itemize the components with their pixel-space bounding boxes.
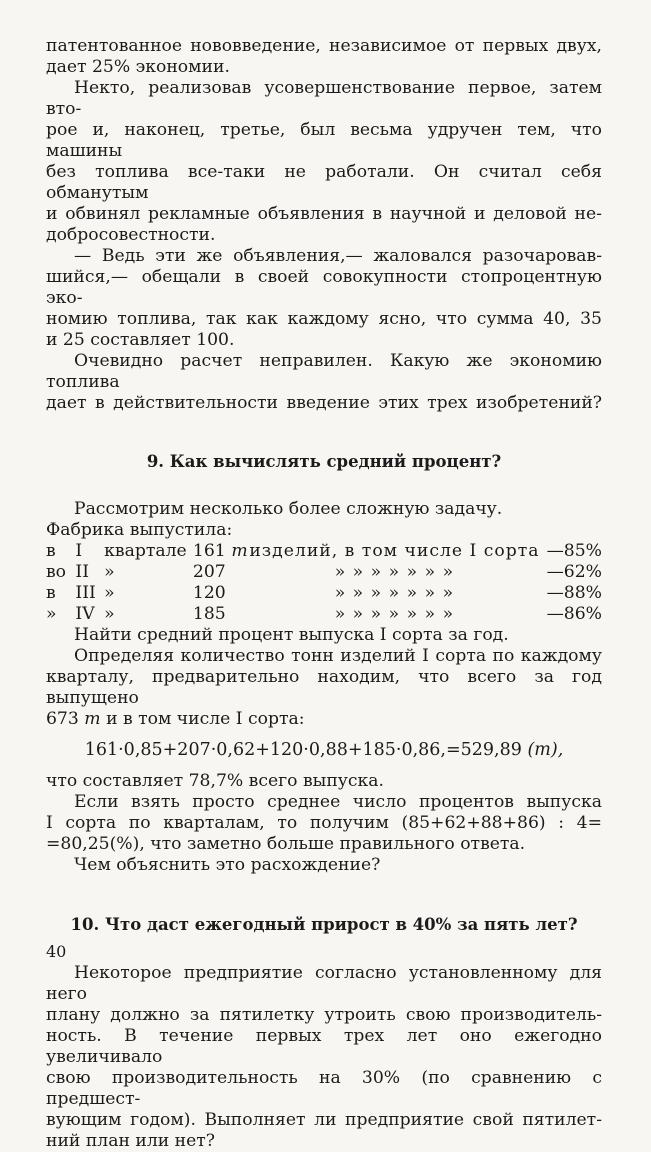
text-line: кварталу, предварительно находим, что всего за год выпущено xyxy=(46,667,602,708)
table-cell-prep: во xyxy=(46,562,67,582)
text-line: ность. В течение первых трех лет оно ежегодно увеличивало xyxy=(46,1026,602,1067)
table-cell-word: » xyxy=(104,562,115,582)
text-line: ний план или нет? xyxy=(46,1131,216,1151)
table-row xyxy=(46,562,602,583)
text-line: Чем объяснить это расхождение? xyxy=(74,855,381,875)
table-cell-quarter: II xyxy=(75,562,89,582)
text-line: и 25 составляет 100. xyxy=(46,330,235,350)
text-line: что составляет 78,7% всего выпуска. xyxy=(46,771,384,791)
text-line: свою производительность на 30% (по сравнению с предшест- xyxy=(46,1068,602,1109)
section-heading-9: 9. Как вычислять средний процент? xyxy=(146,452,502,471)
table-cell-quarter: I xyxy=(75,541,83,561)
table-cell-count: 185 xyxy=(192,604,226,624)
table-cell-pct: —86% xyxy=(546,604,602,624)
text-line: Некоторое предприятие согласно установленному для него xyxy=(46,963,602,1004)
section-heading-10: 10. Что даст ежегодный прирост в 40% за пять лет? xyxy=(70,915,578,934)
table-cell-rest: » » » » » » » xyxy=(334,583,455,603)
text-line: Фабрика выпустила: xyxy=(46,520,233,540)
text-line: Найти средний процент выпуска I сорта за год. xyxy=(74,625,509,645)
text-line: вующим годом). Выполняет ли предприятие свой пятилет- xyxy=(46,1110,602,1130)
text-line: номию топлива, так как каждому ясно, что сумма 40, 35 xyxy=(46,309,602,329)
table-row xyxy=(46,604,602,625)
quarter-table xyxy=(46,541,602,625)
text-line: дает в действительности введение этих трех изобретений? xyxy=(46,393,602,413)
table-cell-pct: —88% xyxy=(546,583,602,603)
table-cell-prep: » xyxy=(46,604,57,624)
text-line: — Ведь эти же объявления,— жаловался разочаровав- xyxy=(74,246,602,266)
text-line: Некто, реализовав усовершенствование первое, затем вто- xyxy=(46,78,602,119)
text-line: Очевидно расчет неправилен. Какую же экономию топлива xyxy=(46,351,602,392)
text-line: 673 т и в том числе I сорта: xyxy=(46,709,305,729)
text-line: =80,25(%), что заметно больше правильного ответа. xyxy=(46,834,526,854)
table-cell-prep: в xyxy=(46,583,56,603)
table-cell-quarter: III xyxy=(75,583,96,603)
table-cell-pct: —62% xyxy=(546,562,602,582)
table-cell-unit xyxy=(230,562,250,583)
table-cell-count: 207 xyxy=(192,562,226,582)
table-cell-word: » xyxy=(104,604,115,624)
table-cell-rest: » » » » » » » xyxy=(334,562,455,582)
table-cell-prep: в xyxy=(46,541,56,561)
text-line: без топлива все-таки не работали. Он считал себя обманутым xyxy=(46,162,602,203)
page-number: 40 xyxy=(46,942,67,961)
table-cell-rest: изделий, в том числе I сорта xyxy=(249,541,540,561)
text-line: I сорта по кварталам, то получим (85+62+88+86) : 4= xyxy=(46,813,602,833)
table-cell-pct: —85% xyxy=(546,541,602,561)
table-cell-unit xyxy=(230,583,250,604)
text-line: Если взять просто среднее число процентов выпуска xyxy=(74,792,602,812)
text-line: рое и, наконец, третье, был весьма удручен тем, что машины xyxy=(46,120,602,161)
table-cell-count: 161 xyxy=(192,541,226,561)
table-cell-unit xyxy=(230,604,250,625)
table-row xyxy=(46,541,602,562)
table-cell-unit: m xyxy=(231,541,248,561)
table-cell-word: » xyxy=(104,583,115,603)
text-line: плану должно за пятилетку утроить свою производитель- xyxy=(46,1005,602,1025)
formula: 161·0,85+207·0,62+120·0,88+185·0,86,=529,89 (т), xyxy=(84,740,564,760)
table-cell-rest: » » » » » » » xyxy=(334,604,455,624)
text-line: и обвинял рекламные объявления в научной и деловой не- xyxy=(46,204,602,224)
table-row xyxy=(46,583,602,604)
text-line: добросовестности. xyxy=(46,225,216,245)
text-line: шийся,— обещали в своей совокупности стопроцентную эко- xyxy=(46,267,602,308)
text-line: дает 25% экономии. xyxy=(46,57,230,77)
table-cell-quarter: IV xyxy=(75,604,95,624)
table-cell-count: 120 xyxy=(192,583,226,603)
text-line: Определяя количество тонн изделий I сорта по каждому xyxy=(74,646,602,666)
page-body xyxy=(46,36,602,1152)
table-cell-word: квартале xyxy=(104,541,187,561)
text-line: патентованное нововведение, независимое от первых двух, xyxy=(46,36,602,56)
text-line: Рассмотрим несколько более сложную задачу. xyxy=(74,499,503,519)
